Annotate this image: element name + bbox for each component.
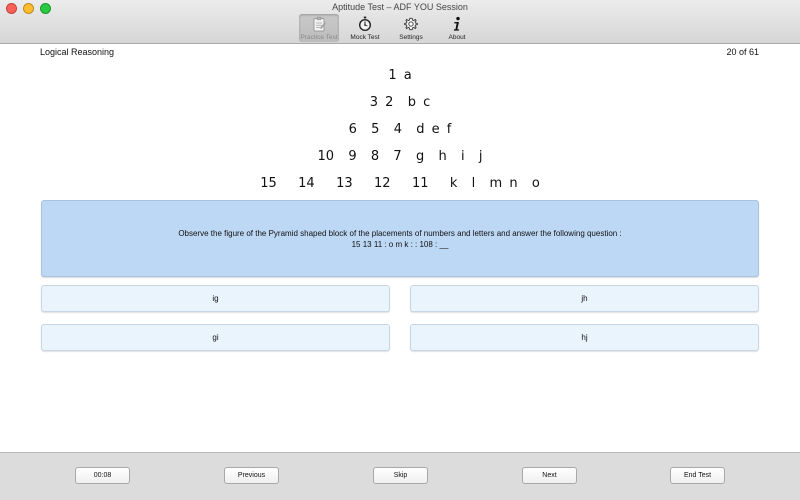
pyramid-row: 15 14 13 12 11 k l m n o — [260, 176, 540, 191]
window-titlebar — [0, 0, 800, 44]
answer-option-d[interactable]: hj — [410, 324, 759, 351]
question-counter: 20 of 61 — [726, 47, 759, 57]
pyramid-row: 1 a — [388, 68, 412, 83]
question-expression: 15 13 11 : o m k : : 108 : __ — [351, 239, 449, 249]
answer-option-c[interactable]: gi — [41, 324, 390, 351]
answer-option-b[interactable]: jh — [410, 285, 759, 312]
stopwatch-icon — [357, 16, 373, 32]
toolbar-label: Settings — [399, 34, 423, 41]
info-icon — [449, 16, 465, 32]
timer-display: 00:08 — [75, 467, 130, 484]
clipboard-icon — [311, 16, 327, 32]
skip-button[interactable]: Skip — [373, 467, 428, 484]
window-title: Aptitude Test – ADF YOU Session — [332, 2, 468, 12]
toolbar-settings[interactable] — [391, 14, 431, 42]
next-button[interactable]: Next — [522, 467, 577, 484]
question-panel — [41, 200, 759, 277]
pyramid-row: 10 9 8 7 g h i j — [317, 149, 483, 164]
toolbar-about[interactable] — [437, 14, 477, 42]
pyramid-row: 3 2 b c — [369, 95, 431, 110]
main-toolbar — [299, 14, 477, 43]
pyramid-row: 6 5 4 d e f — [348, 122, 452, 137]
toolbar-label: About — [448, 34, 466, 41]
toolbar-label: Mock Test — [350, 34, 380, 41]
previous-button[interactable]: Previous — [224, 467, 279, 484]
toolbar-label: Practice Test — [300, 34, 338, 41]
answer-option-a[interactable]: ig — [41, 285, 390, 312]
pyramid-figure — [0, 62, 800, 197]
bottom-bar — [0, 452, 800, 500]
end-test-button[interactable]: End Test — [670, 467, 725, 484]
gear-icon — [403, 16, 419, 32]
question-text: Observe the figure of the Pyramid shaped block of the placements of numbers and letters and answer the following question : — [178, 228, 622, 238]
toolbar-practice-test[interactable] — [299, 14, 339, 42]
toolbar-mock-test[interactable] — [345, 14, 385, 42]
section-title: Logical Reasoning — [40, 47, 115, 57]
